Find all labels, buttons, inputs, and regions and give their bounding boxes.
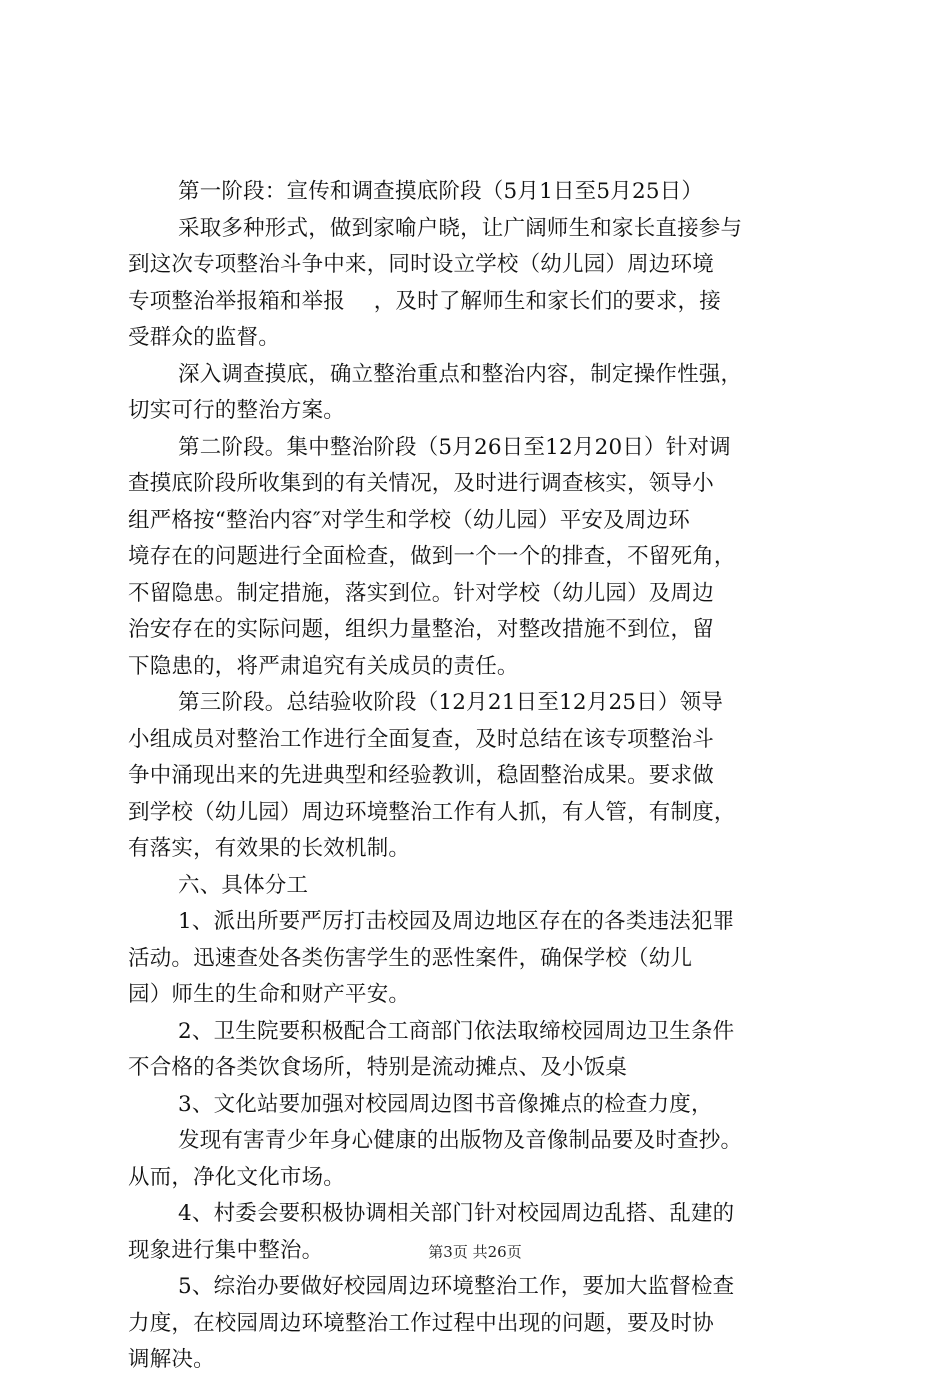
text-line: 专项整治举报箱和举报 ，及时了解师生和家长们的要求，接 [128, 288, 721, 314]
text-line: 有落实，有效果的长效机制。 [128, 836, 411, 861]
text-line: 采取多种形式，做到家喻户晓，让广阔师生和家长直接参与 [178, 215, 743, 241]
text-line: 第一阶段：宣传和调查摸底阶段（5月1日至5月25日） [178, 179, 704, 204]
text-line: 1、派出所要严厉打击校园及周边地区存在的各类违法犯罪 [178, 909, 735, 934]
text-line: 从而，净化文化市场。 [128, 1164, 346, 1190]
text-line: 到学校（幼儿园）周边环境整治工作有人抓，有人管，有制度， [128, 799, 736, 825]
text-line: 5、综治办要做好校园周边环境整治工作，要加大监督检查 [178, 1274, 735, 1299]
text-line: 到这次专项整治斗争中来，同时设立学校（幼儿园）周边环境 [128, 252, 714, 277]
text-line: 力度，在校园周边环境整治工作过程中出现的问题，要及时协 [128, 1310, 714, 1336]
page-number-footer: 第3页 共26页 [428, 1243, 522, 1261]
text-line: 第二阶段。集中整治阶段（5月26日至12月20日）针对调 [178, 434, 731, 460]
text-line: 第三阶段。总结验收阶段（12月21日至12月25日）领导 [178, 690, 724, 715]
text-line: 2、卫生院要积极配合工商部门依法取缔校园周边卫生条件 [178, 1018, 735, 1044]
text-line: 境存在的问题进行全面检查，做到一个一个的排查，不留死角， [128, 544, 736, 569]
text-line: 活动。迅速查处各类伤害学生的恶性案件，确保学校（幼儿 [128, 945, 693, 971]
text-line: 园）师生的生命和财产平安。 [128, 982, 411, 1007]
text-line: 小组成员对整治工作进行全面复查，及时总结在该专项整治斗 [128, 726, 714, 752]
text-line: 不留隐患。制定措施，落实到位。针对学校（幼儿园）及周边 [128, 580, 714, 606]
text-line: 发现有害青少年身心健康的出版物及音像制品要及时查抄。 [178, 1128, 743, 1153]
text-line: 下隐患的，将严肃追究有关成员的责任。 [128, 653, 519, 679]
text-line: 现象进行集中整治。 [128, 1237, 324, 1263]
text-line: 不合格的各类饮食场所，特别是流动摊点、及小饭桌 [128, 1055, 628, 1080]
text-line: 切实可行的整治方案。 [128, 398, 346, 423]
text-line: 深入调查摸底，确立整治重点和整治内容，制定操作性强， [178, 361, 743, 387]
text-line: 组严格按“整治内容″对学生和学校（幼儿园）平安及周边环 [128, 507, 690, 533]
text-line: 调解决。 [128, 1347, 215, 1372]
text-line: 受群众的监督。 [128, 325, 280, 350]
document-body [128, 174, 840, 1379]
text-line: 查摸底阶段所收集到的有关情况，及时进行调查核实，领导小 [128, 471, 714, 496]
text-line: 治安存在的实际问题，组织力量整治，对整改措施不到位，留 [128, 617, 714, 642]
section-heading: 六、具体分工 [178, 872, 309, 898]
text-line: 3、文化站要加强对校园周边图书音像摊点的检查力度， [178, 1091, 713, 1117]
text-line: 争中涌现出来的先进典型和经验教训，稳固整治成果。要求做 [128, 763, 714, 788]
text-line: 4、村委会要积极协调相关部门针对校园周边乱搭、乱建的 [178, 1201, 735, 1226]
